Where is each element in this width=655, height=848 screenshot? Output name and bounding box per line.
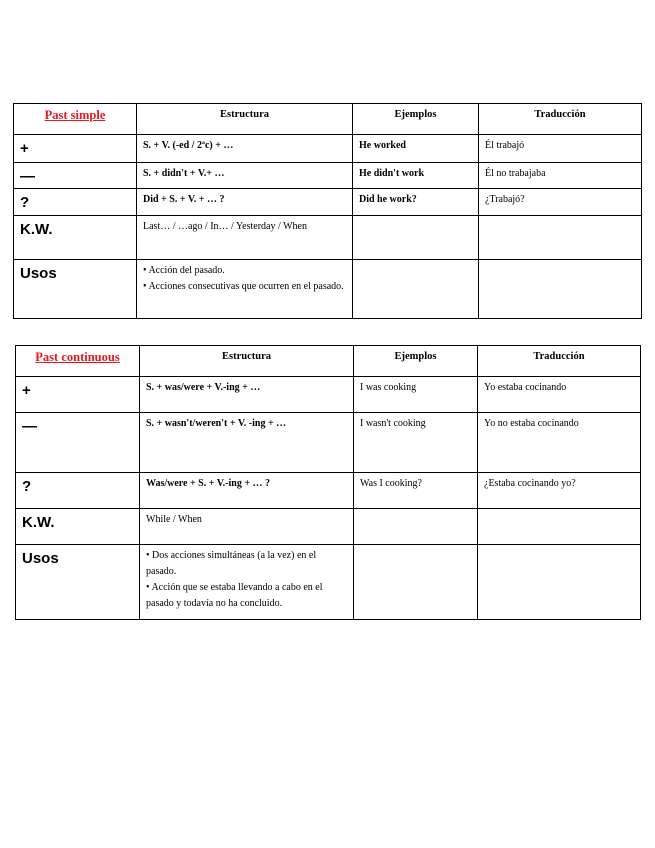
translation-cell: Él no trabajaba <box>479 163 642 189</box>
table-row <box>16 509 641 545</box>
example-cell <box>354 509 478 545</box>
past-continuous-table <box>15 345 641 620</box>
row-label: K.W. <box>14 216 137 260</box>
header-traduccion: Traducción <box>479 104 642 135</box>
header-estructura: Estructura <box>140 346 354 377</box>
row-label: ? <box>16 473 140 509</box>
row-label: Usos <box>14 260 137 319</box>
usos-item: • Acciones consecutivas que ocurren en el pasado. <box>143 281 344 292</box>
table-row <box>14 216 642 260</box>
header-ejemplos: Ejemplos <box>354 346 478 377</box>
table-row <box>16 473 641 509</box>
row-label: — <box>16 413 140 473</box>
translation-cell <box>479 216 642 260</box>
translation-cell: Yo no estaba cocinando <box>478 413 641 473</box>
translation-cell <box>478 509 641 545</box>
translation-cell: ¿Trabajó? <box>479 189 642 216</box>
example-cell: He worked <box>353 135 479 163</box>
example-cell: I was cooking <box>354 377 478 413</box>
structure-cell: Was/were + S. + V.-ing + … ? <box>140 473 354 509</box>
example-cell: I wasn't cooking <box>354 413 478 473</box>
usos-item: • Dos acciones simultáneas (a la vez) en el pasado. <box>146 550 317 577</box>
past-simple-table <box>13 103 642 319</box>
structure-cell: S. + V. (-ed / 2ªc) + … <box>137 135 353 163</box>
structure-cell: While / When <box>140 509 354 545</box>
row-label: + <box>14 135 137 163</box>
header-ejemplos: Ejemplos <box>353 104 479 135</box>
translation-cell: Él trabajó <box>479 135 642 163</box>
header-estructura: Estructura <box>137 104 353 135</box>
structure-cell: S. + wasn't/weren't + V. -ing + … <box>140 413 354 473</box>
row-label: K.W. <box>16 509 140 545</box>
table-row <box>14 163 642 189</box>
example-cell <box>354 545 478 620</box>
header-row <box>16 346 641 377</box>
translation-cell: ¿Estaba cocinando yo? <box>478 473 641 509</box>
row-label: + <box>16 377 140 413</box>
usos-item: • Acción del pasado. <box>143 265 225 276</box>
example-cell: Did he work? <box>353 189 479 216</box>
table-row <box>16 377 641 413</box>
example-cell: He didn't work <box>353 163 479 189</box>
header-traduccion: Traducción <box>478 346 641 377</box>
structure-cell: Last… / …ago / In… / Yesterday / When <box>137 216 353 260</box>
structure-cell: Did + S. + V. + … ? <box>137 189 353 216</box>
translation-cell <box>479 260 642 319</box>
example-cell <box>353 260 479 319</box>
table-title: Past continuous <box>16 346 140 377</box>
table-title: Past simple <box>14 104 137 135</box>
usos-cell <box>140 545 354 620</box>
translation-cell <box>478 545 641 620</box>
table-row <box>16 413 641 473</box>
usos-cell <box>137 260 353 319</box>
example-cell <box>353 216 479 260</box>
usos-row <box>16 545 641 620</box>
structure-cell: S. + was/were + V.-ing + … <box>140 377 354 413</box>
table-row <box>14 189 642 216</box>
row-label: Usos <box>16 545 140 620</box>
row-label: — <box>14 163 137 189</box>
usos-item: • Acción que se estaba llevando a cabo en el pasado y todavía no ha concluido. <box>146 582 323 609</box>
structure-cell: S. + didn't + V.+ … <box>137 163 353 189</box>
table-row <box>14 135 642 163</box>
translation-cell: Yo estaba cocinando <box>478 377 641 413</box>
row-label: ? <box>14 189 137 216</box>
example-cell: Was I cooking? <box>354 473 478 509</box>
usos-row <box>14 260 642 319</box>
header-row <box>14 104 642 135</box>
